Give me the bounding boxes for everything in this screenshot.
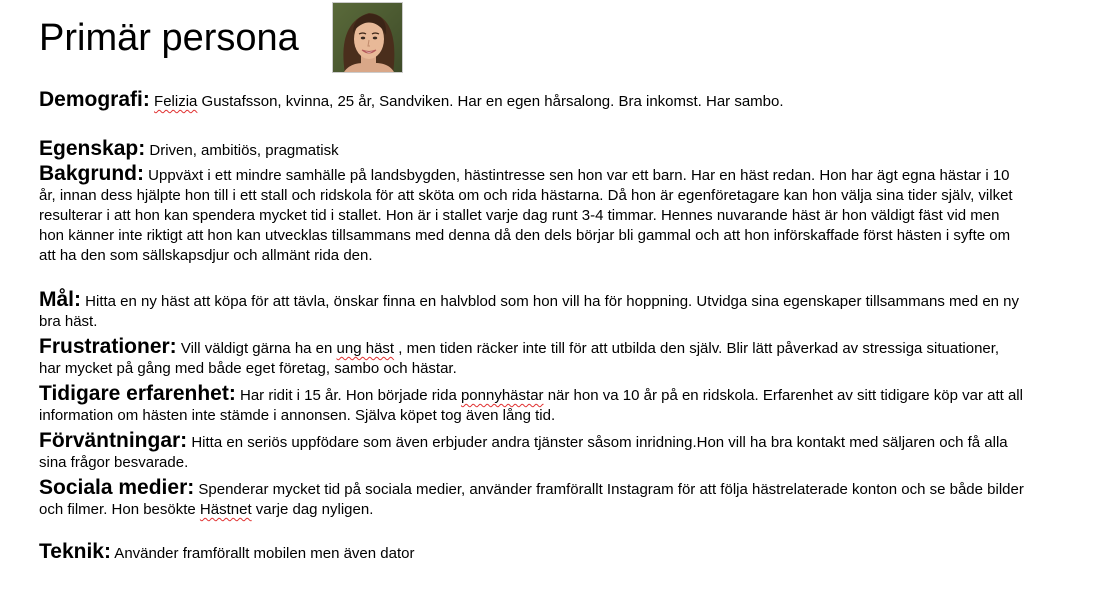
avatar-image [333, 3, 403, 73]
label-egenskap: Egenskap: [39, 137, 146, 160]
label-teknik: Teknik: [39, 540, 111, 563]
label-mal: Mål: [39, 288, 81, 311]
text-tidigare-after: när hon va 10 år på en ridskola. Erfarenhet av sitt tidigare köp var att all information om hästen inte stämde i annonsen. Själva köpet tog även lång tid. [39, 387, 1023, 424]
label-sociala-medier: Sociala medier: [39, 476, 195, 499]
spellcheck-word-hastnet: Hästnet [199, 501, 252, 518]
label-tidigare-erfarenhet: Tidigare erfarenhet: [39, 382, 236, 405]
section-demografi [39, 90, 1024, 112]
person-photo-icon [332, 2, 403, 73]
text-demografi: Gustafsson, kvinna, 25 år, Sandviken. Har en egen hårsalong. Bra inkomst. Har sambo. [197, 93, 784, 110]
section-frustrationer [39, 337, 1024, 379]
spellcheck-word-felizia: Felizia [154, 93, 198, 110]
text-frustrationer-after: , men tiden räcker inte till för att utbilda den själv. Blir lätt påverkad av stressiga situationer, har mycket på gång med både eget företag, sambo och hästar. [39, 340, 1000, 377]
label-forvantningar: Förväntningar: [39, 429, 188, 452]
text-forvantningar: Hitta en seriös uppfödare som även erbjuder andra tjänster såsom inridning.Hon vill ha bra kontakt med säljaren och få alla sina frågor besvarade. [39, 434, 1008, 471]
section-teknik [39, 542, 1024, 564]
spellcheck-phrase-ung-hast: ung häst [336, 340, 395, 357]
text-bakgrund: Uppväxt i ett mindre samhälle på landsbygden, hästintresse sen hon var ett barn. Har en häst redan. Hon har ägt egna hästar i 10 år, innan dess hjälpte hon till i ett stall och ridskola för att sköta om och rida hästarna. Då hon är egenföretagare kan hon välja sina tider själv, vilket resulterar i att hon kan spendera mycket tid i stallet. Hon är i stallet varje dag runt 3-4 timmar. Hennes nuvarande häst är hon väldigt fäst vid men hon känner inte riktigt att hon kan utvecklas tillsammans med denna då den dels börjar bli gammal och att hon införskaffade först hästen i syfte om att ha den som sällskapsdjur och allmänt rida den. [39, 167, 1013, 264]
section-tidigare-erfarenhet [39, 384, 1024, 426]
text-mal: Hitta en ny häst att köpa för att tävla, önskar finna en halvblod som hon vill ha för hoppning. Utvidga sina egenskaper tillsammans med en ny bra häst. [39, 293, 1020, 330]
section-bakgrund [39, 164, 1024, 266]
text-frustrationer-before: Vill väldigt gärna ha en [176, 340, 337, 357]
spellcheck-word-ponnyhastar: ponnyhästar [460, 387, 544, 404]
text-sociala-before: Spenderar mycket tid på sociala medier, använder framförallt Instagram för att följa hästrelaterade konton och se både bilder och filmer. Hon besökte [39, 481, 1024, 518]
text-teknik: Använder framförallt mobilen men även dator [110, 545, 415, 562]
label-frustrationer: Frustrationer: [39, 335, 177, 358]
label-demografi: Demografi: [39, 88, 150, 111]
text-tidigare-before: Har ridit i 15 år. Hon började rida [235, 387, 461, 404]
section-forvantningar [39, 431, 1024, 473]
label-bakgrund: Bakgrund: [39, 162, 144, 185]
section-mal [39, 290, 1024, 332]
section-sociala-medier [39, 478, 1024, 520]
text-egenskap: Driven, ambitiös, pragmatisk [145, 142, 339, 159]
section-egenskap [39, 139, 1024, 161]
text-sociala-after: varje dag nyligen. [251, 501, 374, 518]
page-title: Primär persona [39, 17, 299, 59]
